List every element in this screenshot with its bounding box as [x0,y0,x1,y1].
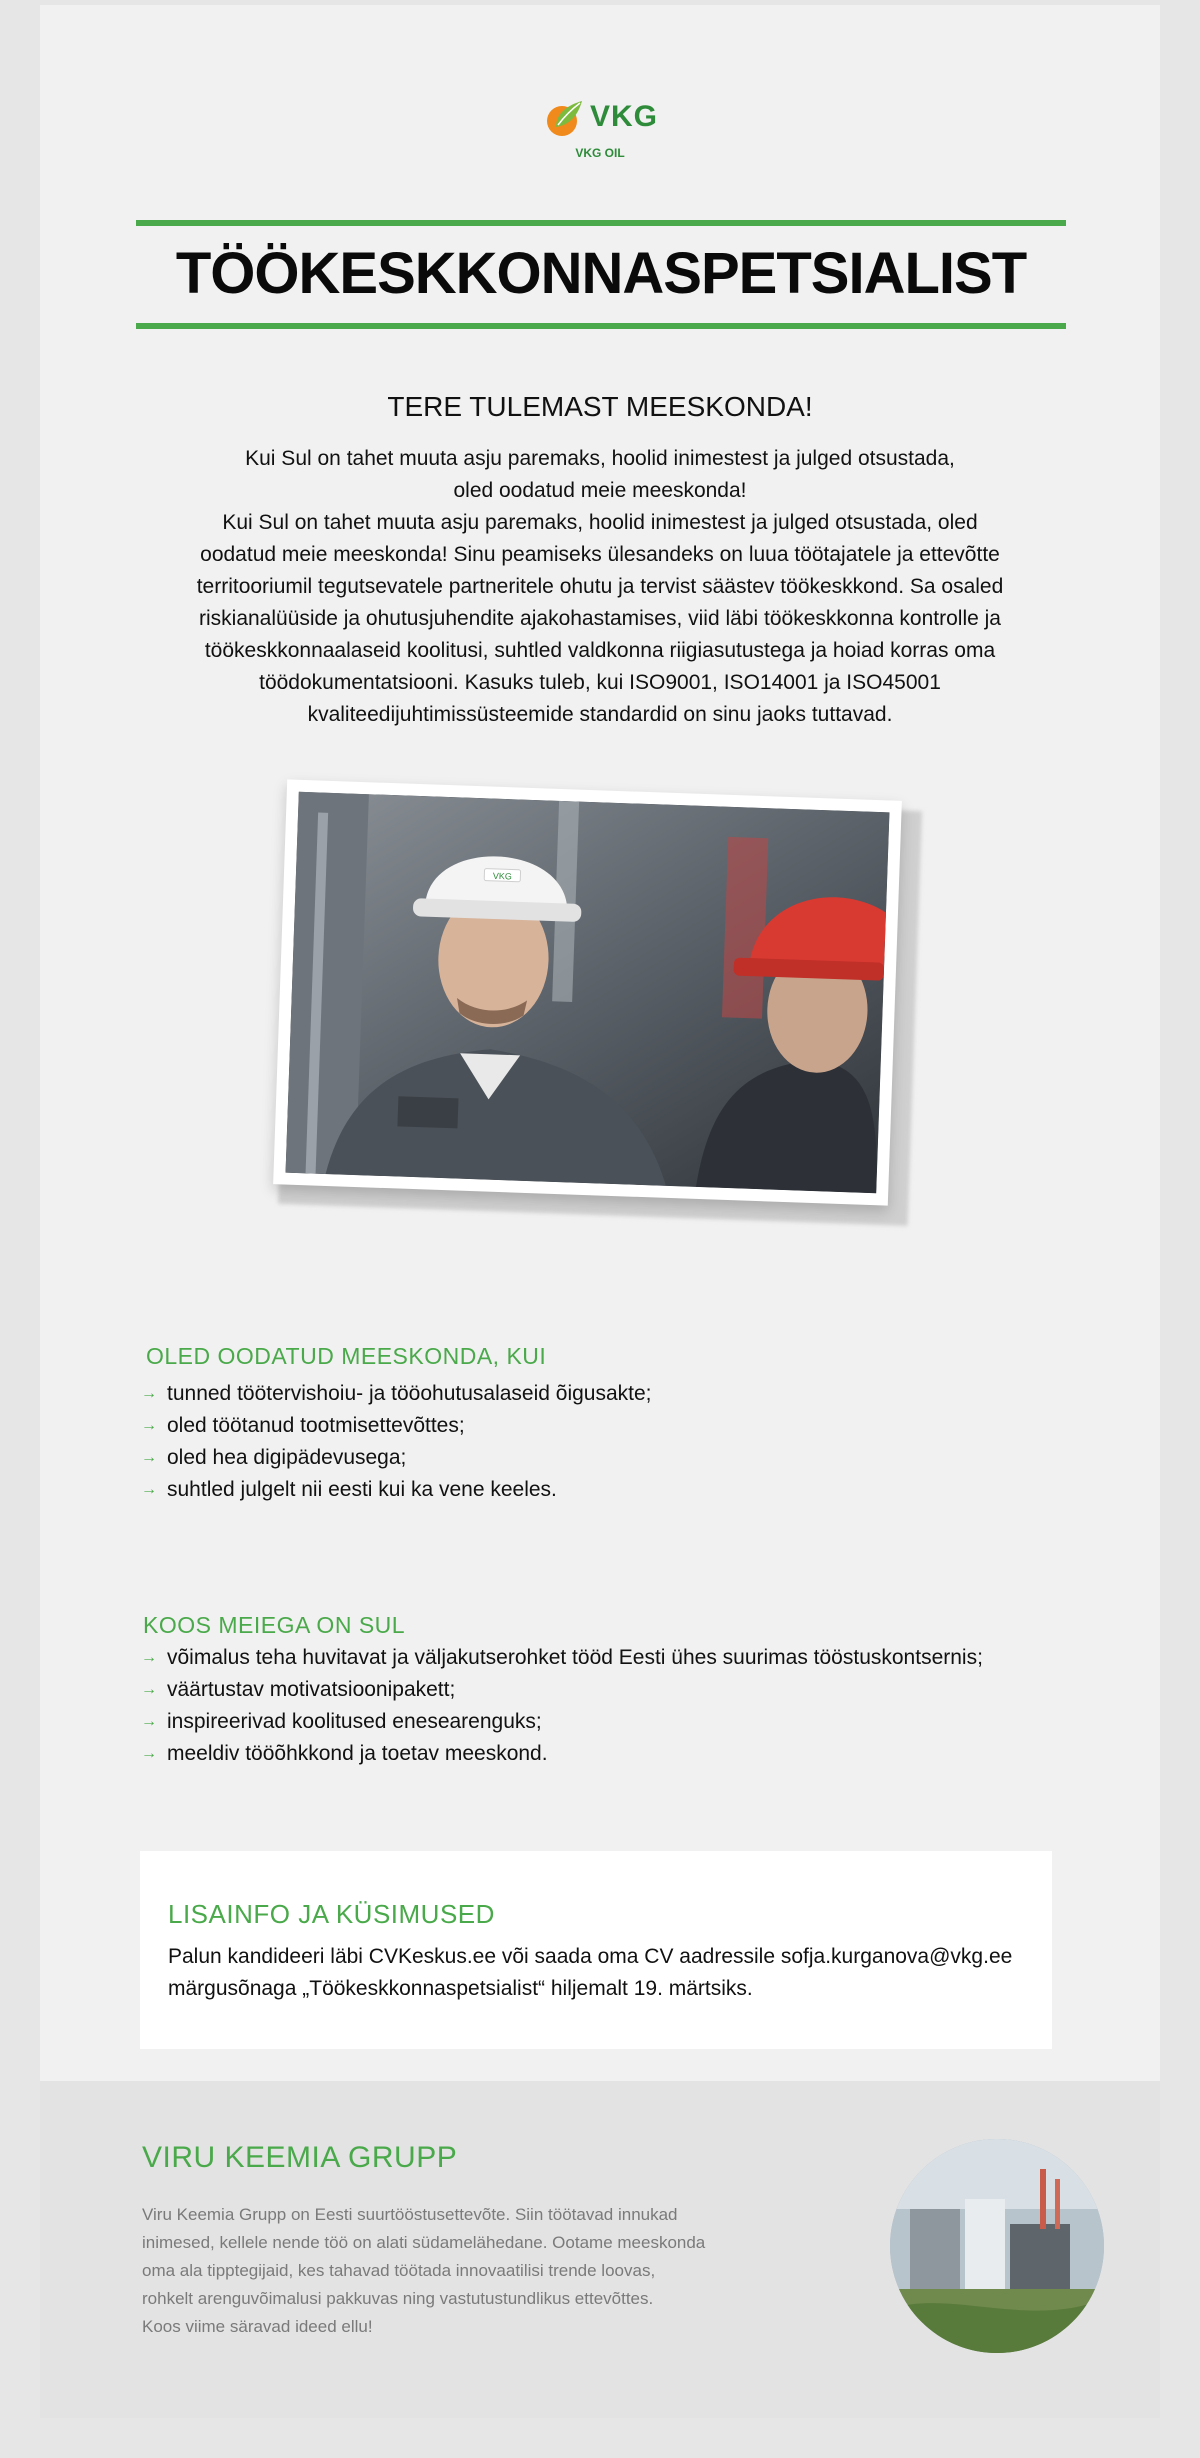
list-item: → oled hea digipädevusega; [141,1442,652,1474]
list-item: → tunned töötervishoiu- ja tööohutusalaseid õigusakte; [141,1378,652,1410]
logo-brand: VKG [589,100,658,133]
logo-subtitle: VKG OIL [575,146,625,160]
footer-line: Viru Keemia Grupp on Eesti suurtööstusettevõte. Siin töötavad innukad [142,2205,678,2224]
arrow-right-icon: → [141,1681,157,1698]
info-text: Palun kandideeri läbi CVKeskus.ee või saada oma CV aadressile sofja.kurganova@vkg.ee märgusõnaga „Töökeskkonnaspetsialist“ hiljemalt 19. märtsiks. [168,1945,1013,2000]
info-box [140,1851,1052,2049]
footer-line: Koos viime säravad ideed ellu! [142,2317,373,2336]
arrow-right-icon: → [141,1449,157,1466]
vkg-logo [40,95,1160,160]
workers-photo [286,792,890,1193]
info-title: LISAINFO JA KÜSIMUSED [168,1899,495,1929]
footer-line: inimesed, kellele nende töö on alati südamelähedane. Ootame meeskonda [142,2233,706,2252]
list-item: → oled töötanud tootmisettevõttes; [141,1410,652,1442]
list-item: → suhtled julgelt nii eesti kui ka vene keeles. [141,1474,652,1506]
intro-paragraph-2: Kui Sul on tahet muuta asju paremaks, hoolid inimestest ja julged otsustada, oled oodatud meie meeskonda! Sinu peamiseks ülesandeks on luua töötajatele ja ettevõtte territooriumil tegutsevatele partneritele ohutu ja tervist säästev töökeskkond. Sa osaled riskianalüüside ja ohutusjuhendite ajakohastamises, viid läbi töökeskkonna kontrolle ja töökeskkonnaalaseid koolitusi, suhtled valdkonna riigiasutustega ja hoiad korras oma töödokumentatsiooni. Kasuks tuleb, kui ISO9001, ISO14001 ja ISO45001 kvaliteedijuhtimissüsteemide standardid on sinu jaoks tuttavad. [196,511,1004,726]
workers-illustration [286,792,890,1193]
job-title: TÖÖKESKKONNASPETSIALIST [175,241,1027,306]
company-footer [40,2081,1160,2418]
arrow-right-icon: → [141,1417,157,1434]
arrow-right-icon: → [141,1649,157,1666]
intro-paragraph-1: Kui Sul on tahet muuta asju paremaks, hoolid inimestest ja julged otsustada, oled oodatud meie meeskonda! [245,447,955,502]
helmet-logo-text: VKG [492,870,513,882]
footer-line: oma ala tipptegijaid, kes tahavad töötada innovaatilisi trende loovas, [142,2261,656,2280]
title-rule-top [136,220,1066,226]
arrow-right-icon: → [141,1745,157,1762]
leaf-drop-icon [542,95,586,139]
list-item: → meeldiv tööõhkkond ja toetav meeskond. [141,1738,983,1770]
footer-line: rohkelt arenguvõimalusi pakkuvas ning vastutustundlikus ettevõttes. [142,2289,654,2308]
footer-description [142,2201,762,2341]
requirements-list [141,1378,652,1506]
intro-text [190,443,1010,731]
list-item: → väärtustav motivatsioonipakett; [141,1674,983,1706]
plant-illustration [890,2139,1104,2353]
benefits-title: KOOS MEIEGA ON SUL [143,1612,406,1638]
workers-photo-frame [273,779,902,1205]
job-ad-page [40,5,1160,2418]
footer-title: VIRU KEEMIA GRUPP [142,2141,458,2174]
arrow-right-icon: → [141,1481,157,1498]
plant-aerial-photo [890,2139,1104,2353]
list-item: → inspireerivad koolitused enesearenguks; [141,1706,983,1738]
requirements-title: OLED OODATUD MEESKONDA, KUI [146,1343,547,1369]
list-item: → võimalus teha huvitavat ja väljakutserohket tööd Eesti ühes suurimas tööstuskontsernis; [141,1642,983,1674]
benefits-list [141,1642,983,1770]
arrow-right-icon: → [141,1713,157,1730]
title-rule-bottom [136,323,1066,329]
welcome-heading: TERE TULEMAST MEESKONDA! [387,391,813,422]
arrow-right-icon: → [141,1385,157,1402]
